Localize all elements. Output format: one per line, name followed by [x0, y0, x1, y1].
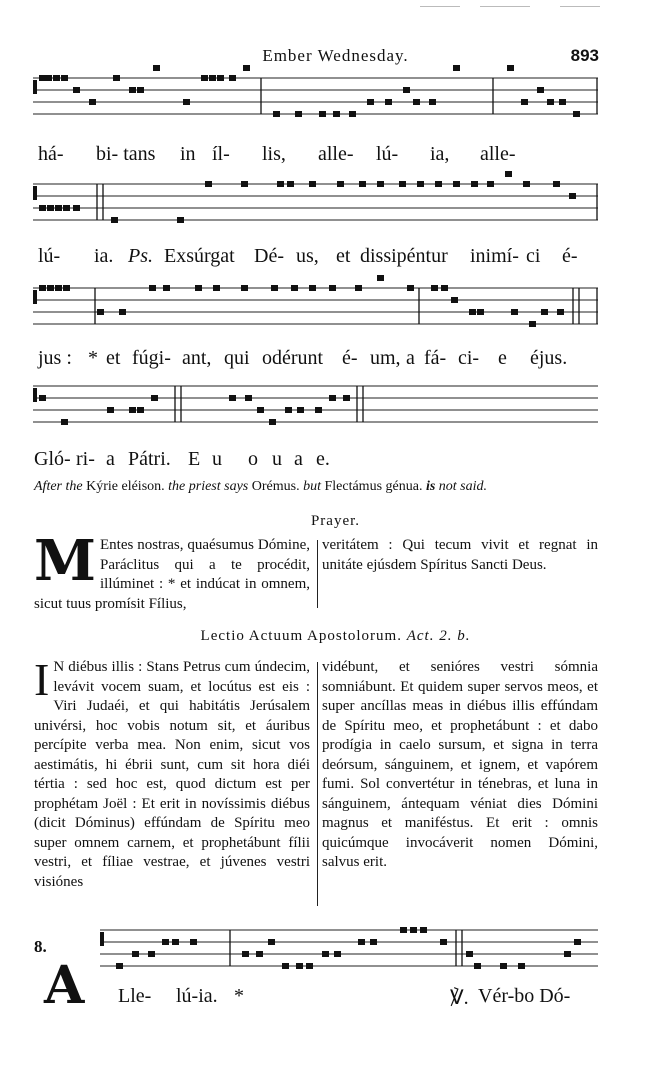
chant-staff-4 — [33, 378, 598, 438]
neume — [47, 285, 54, 291]
neume — [297, 407, 304, 413]
syllable: u — [212, 448, 222, 470]
syllable: alle- — [480, 143, 516, 165]
neume — [245, 395, 252, 401]
chant-staff-5 — [100, 922, 598, 982]
neume — [507, 65, 514, 71]
neume — [39, 285, 46, 291]
syllable: ci — [526, 245, 541, 267]
neume — [113, 75, 120, 81]
clef-mark — [100, 932, 104, 946]
clef-mark — [33, 290, 37, 304]
neume — [271, 285, 278, 291]
neume — [190, 939, 197, 945]
neume — [217, 75, 224, 81]
syllable: ci- — [458, 347, 480, 369]
neume — [319, 111, 326, 117]
syllable: lis, — [262, 143, 286, 165]
syllable: a — [406, 347, 415, 369]
neume — [89, 99, 96, 105]
neume — [385, 99, 392, 105]
syllable: u — [272, 448, 282, 470]
neume — [453, 181, 460, 187]
column-divider — [317, 662, 318, 906]
syllable: ant, — [182, 347, 212, 369]
neume — [477, 309, 484, 315]
lesson-title: Lectio Actuum Apostolorum. — [200, 628, 402, 644]
neume — [163, 285, 170, 291]
syllable: Gló- — [34, 448, 71, 470]
neume — [242, 951, 249, 957]
neume — [205, 181, 212, 187]
neume — [277, 181, 284, 187]
neume — [400, 927, 407, 933]
syllable: fá- — [424, 347, 447, 369]
syllable: Exsúrgat — [164, 245, 235, 267]
syllable: um, — [370, 347, 401, 369]
drop-cap: I — [34, 654, 50, 705]
neume — [296, 963, 303, 969]
syllable: odérunt — [262, 347, 324, 369]
neume — [367, 99, 374, 105]
syllable: Vér-bo Dó- — [478, 985, 571, 1007]
neume — [403, 87, 410, 93]
syllable: o — [248, 448, 258, 470]
syllable: et — [336, 245, 351, 267]
neume — [39, 75, 46, 81]
syllable: a — [106, 448, 115, 470]
neume — [399, 181, 406, 187]
neume — [377, 275, 384, 281]
syllable: há- — [38, 143, 64, 165]
lesson-text-left: N diébus illis : Stans Petrus cum úndecim, levávit vocem suam, et locútus est eis : Viri Judaéi, et qui habitátis Jerúsalem univérsi, hoc vobis notum sit, et áuribus percípite verba mea. Non enim, sicut vos aestimátis, hi ébrii sunt, cum sit hora diéi tértia : sed hoc est, quod dictum est per prophétam Joël : Et erit in novíssimis diébus (dicit Dóminus) effúndam de Spíritu meo super omnem carnem, et prophetábunt fílii vestri, et fíliae vestrae, et júvenes vestri visiónes — [34, 659, 310, 890]
neume — [47, 205, 54, 211]
neume — [61, 75, 68, 81]
running-title: Ember Wednesday. — [262, 46, 409, 65]
neume — [257, 407, 264, 413]
neume — [73, 205, 80, 211]
syllable: é- — [342, 347, 358, 369]
neume — [287, 181, 294, 187]
neume — [137, 87, 144, 93]
neume — [541, 309, 548, 315]
neume — [469, 309, 476, 315]
neume — [61, 419, 68, 425]
neume — [309, 181, 316, 187]
neume — [53, 75, 60, 81]
syllable: alle- — [318, 143, 354, 165]
scan-rule — [560, 6, 600, 7]
neume — [453, 65, 460, 71]
neume — [116, 963, 123, 969]
syllable: * — [234, 985, 244, 1007]
page-number: 893 — [570, 46, 599, 65]
syllable: Pátri. — [128, 448, 171, 470]
neume — [420, 927, 427, 933]
rubric-text: is — [425, 479, 436, 494]
neume — [229, 75, 236, 81]
neume — [518, 963, 525, 969]
neume — [111, 217, 118, 223]
column-divider — [317, 540, 318, 608]
neume — [306, 963, 313, 969]
neume — [39, 205, 46, 211]
lesson-text-right: vidébunt, et senióres vestri sómnia somniábunt. Et quidem super servos meos, et super ancíllas meas in diébus illis effúndam de Spíritu meo, et prophetábunt : et dabo prodígia in caelo sursum, et signa in terra deórsum, sánguinem, et ignem, et vapórem fumi. Sol convertétur in ténebras, et luna in sánguinem, ántequam véniat dies Dómini magnus et maniféstus. Et erit : omnis quicúmque invocáverit nomen Dómini, salvus erit. — [322, 659, 598, 870]
neume — [183, 99, 190, 105]
neume — [295, 111, 302, 117]
chant-staff-2 — [33, 176, 598, 236]
lesson-heading — [0, 628, 671, 645]
neume — [268, 939, 275, 945]
neume — [337, 181, 344, 187]
neume — [440, 939, 447, 945]
neume — [63, 205, 70, 211]
neume — [474, 963, 481, 969]
neume — [329, 395, 336, 401]
neume — [429, 99, 436, 105]
neume — [309, 285, 316, 291]
neume — [132, 951, 139, 957]
syllable: lú- — [38, 245, 61, 267]
neume — [574, 939, 581, 945]
syllable: ri- — [76, 448, 95, 470]
syllable: jus : — [38, 347, 72, 369]
prayer-text-left: Entes nostras, quaésumus Dómine, Paráclitus qui a te procédit, illúminet : * et indúcat in omnem, sicut tuus promísit Fílius, — [34, 537, 310, 612]
syllable: a — [294, 448, 303, 470]
neume — [431, 285, 438, 291]
neume — [413, 99, 420, 105]
neume — [256, 951, 263, 957]
neume — [500, 963, 507, 969]
drop-cap: M — [34, 528, 96, 594]
clef-mark — [33, 186, 37, 200]
neume — [149, 285, 156, 291]
neume — [466, 951, 473, 957]
neume — [39, 395, 46, 401]
rubric-text: but — [303, 479, 321, 494]
neume — [557, 309, 564, 315]
neume — [97, 309, 104, 315]
rubric-text: Flectámus génua. — [324, 479, 423, 494]
rubric-note — [34, 479, 600, 495]
neume — [55, 205, 62, 211]
syllable: Lle- — [118, 985, 152, 1007]
neume — [410, 927, 417, 933]
prayer-text-right: veritátem : Qui tecum vivit et regnat in unitáte ejúsdem Spíritus Sancti Deus. — [322, 537, 598, 573]
scan-rule — [420, 6, 460, 7]
neume — [195, 285, 202, 291]
neume — [333, 111, 340, 117]
neume — [201, 75, 208, 81]
neume — [451, 297, 458, 303]
syllable: lú- — [376, 143, 399, 165]
neume — [45, 75, 52, 81]
neume — [322, 951, 329, 957]
neume — [521, 99, 528, 105]
syllable: dissipéntur — [360, 245, 448, 267]
versicle-symbol: ℣. — [450, 987, 469, 1009]
syllable: ia. — [94, 245, 114, 267]
neume — [564, 951, 571, 957]
prayer-heading: Prayer. — [310, 513, 361, 529]
clef-mark — [33, 80, 37, 94]
neume — [529, 321, 536, 327]
neume — [355, 285, 362, 291]
neume — [213, 285, 220, 291]
syllable: bi- tans — [96, 143, 156, 165]
clef-mark — [33, 388, 37, 402]
chant-initial: A — [44, 955, 85, 1016]
neume — [358, 939, 365, 945]
neume — [537, 87, 544, 93]
neume — [569, 193, 576, 199]
syllable: E — [188, 448, 201, 470]
chant-staff-1 — [33, 70, 598, 130]
neume — [273, 111, 280, 117]
neume — [573, 111, 580, 117]
neume — [151, 395, 158, 401]
neume — [315, 407, 322, 413]
neume — [523, 181, 530, 187]
neume — [162, 939, 169, 945]
neume — [243, 65, 250, 71]
syllable: e. — [316, 448, 330, 470]
neume — [285, 407, 292, 413]
lesson-right-column — [322, 658, 598, 873]
neume — [487, 181, 494, 187]
rubric-text: the priest says — [168, 479, 249, 494]
rubric-text: Orémus. — [251, 479, 300, 494]
neume — [547, 99, 554, 105]
neume — [343, 395, 350, 401]
syllable: in — [180, 143, 196, 165]
chant-staff-3 — [33, 280, 598, 340]
neume — [269, 419, 276, 425]
neume — [505, 171, 512, 177]
neume — [435, 181, 442, 187]
rubric-text: After the — [34, 479, 83, 494]
neume — [329, 285, 336, 291]
neume — [441, 285, 448, 291]
neume — [359, 181, 366, 187]
lesson-reference: Act. 2. b. — [406, 628, 471, 644]
syllable: íl- — [212, 143, 230, 165]
syllable: Ps. — [128, 245, 153, 267]
syllable: et — [106, 347, 121, 369]
lesson-left-column — [34, 654, 310, 892]
neume — [241, 181, 248, 187]
rubric-text: Kýrie eléison. — [86, 479, 165, 494]
syllable: Dé- — [254, 245, 284, 267]
neume — [172, 939, 179, 945]
syllable: éjus. — [530, 347, 568, 369]
syllable: é- — [562, 245, 578, 267]
neume — [282, 963, 289, 969]
neume — [129, 87, 136, 93]
neume — [334, 951, 341, 957]
syllable: us, — [296, 245, 319, 267]
syllable: * — [88, 347, 98, 369]
syllable: e — [498, 347, 507, 369]
neume — [148, 951, 155, 957]
neume — [349, 111, 356, 117]
neume — [73, 87, 80, 93]
neume — [209, 75, 216, 81]
syllable: inimí- — [470, 245, 519, 267]
neume — [137, 407, 144, 413]
neume — [417, 181, 424, 187]
scan-rule — [480, 6, 530, 7]
neume — [559, 99, 566, 105]
neume — [177, 217, 184, 223]
neume — [370, 939, 377, 945]
neume — [153, 65, 160, 71]
rubric-text: not said. — [438, 479, 488, 494]
neume — [241, 285, 248, 291]
neume — [55, 285, 62, 291]
neume — [119, 309, 126, 315]
neume — [407, 285, 414, 291]
neume — [553, 181, 560, 187]
prayer-right-column — [322, 536, 598, 575]
prayer-left-column — [34, 528, 310, 614]
chant-number: 8. — [34, 937, 47, 956]
neume — [107, 407, 114, 413]
syllable: ia, — [430, 143, 450, 165]
syllable: qui — [224, 347, 250, 369]
neume — [377, 181, 384, 187]
syllable: fúgi- — [132, 347, 171, 369]
neume — [511, 309, 518, 315]
neume — [229, 395, 236, 401]
neume — [63, 285, 70, 291]
neume — [129, 407, 136, 413]
syllable: lú-ia. — [176, 985, 218, 1007]
neume — [291, 285, 298, 291]
neume — [471, 181, 478, 187]
